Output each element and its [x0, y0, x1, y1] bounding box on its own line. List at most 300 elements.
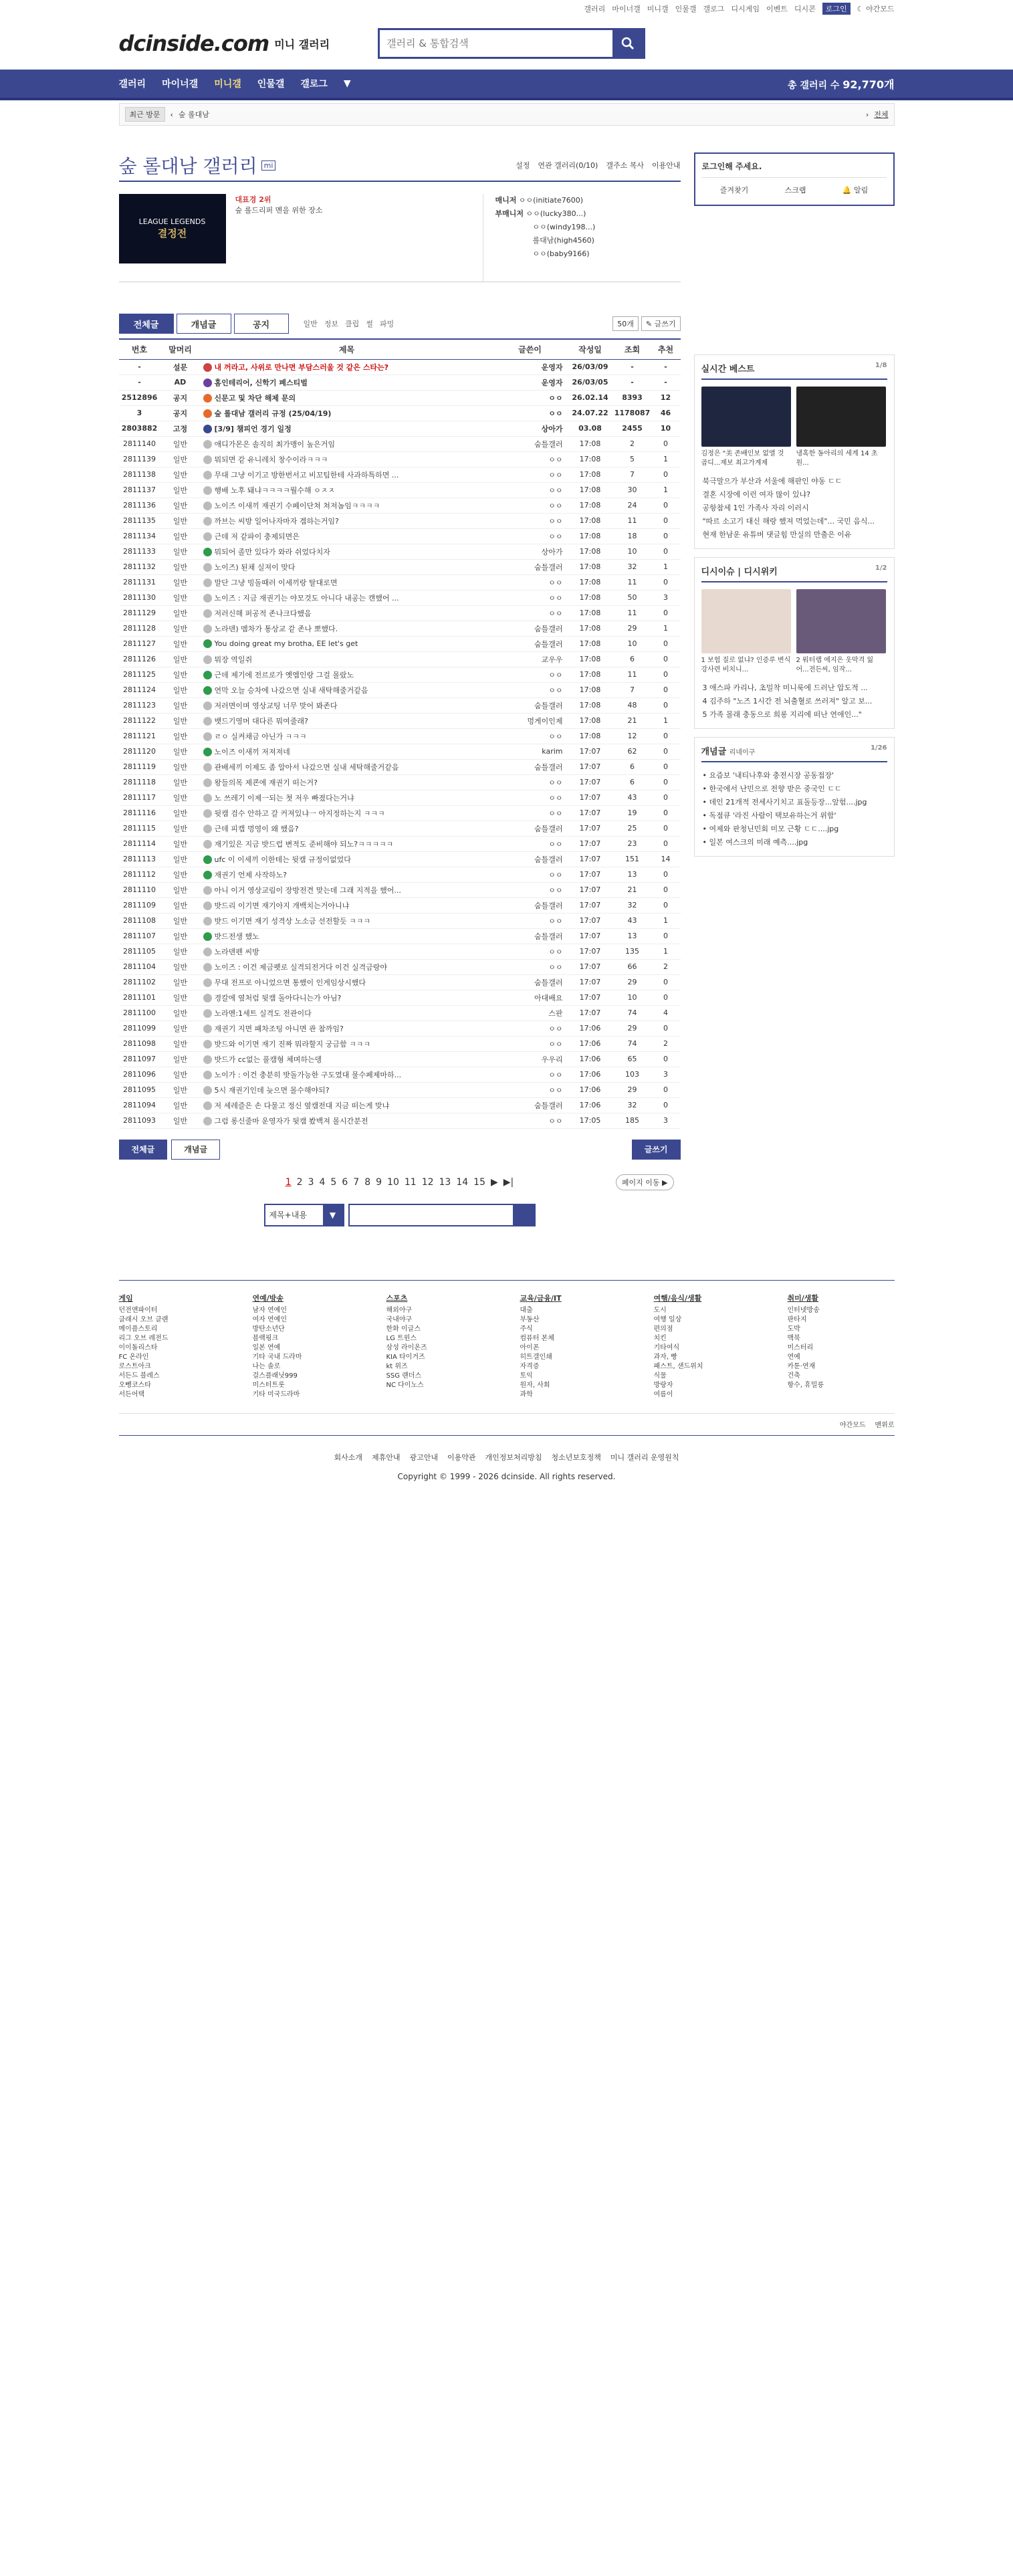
- footer-link[interactable]: 이이돌리스타: [118, 1344, 158, 1352]
- bottom-all-button[interactable]: 전체글: [119, 1140, 168, 1160]
- post-title[interactable]: 노이즈 : 지금 재권기는 야모것도 아니다 내공는 캔했어 ...: [214, 593, 399, 603]
- favorites-link[interactable]: 즐겨찾기: [719, 186, 749, 195]
- post-writer[interactable]: 숨틀갤러: [493, 897, 567, 913]
- login-button[interactable]: 로그인: [822, 3, 851, 15]
- sub-manager[interactable]: ㅇㅇ(lucky380...): [526, 209, 586, 218]
- footer-link[interactable]: 대출: [520, 1306, 533, 1314]
- footer-link[interactable]: LG 트윈스: [386, 1334, 417, 1342]
- table-row[interactable]: [119, 528, 681, 544]
- util-link[interactable]: 미니갤: [647, 5, 669, 13]
- footer-heading[interactable]: 게임: [118, 1293, 133, 1303]
- post-writer[interactable]: ㅇㅇ: [493, 498, 567, 513]
- issue-caption[interactable]: 1 보험 질로 없냐? 인증루 변식 강사련 비치니...: [701, 657, 791, 673]
- table-row[interactable]: [119, 421, 681, 436]
- post-title-cell[interactable]: [201, 513, 493, 528]
- table-row[interactable]: [119, 713, 681, 728]
- table-row[interactable]: [119, 482, 681, 498]
- post-title[interactable]: 뭐되면 같 유니레치 창수이라ㅋㅋㅋ: [214, 455, 328, 464]
- footer-link[interactable]: 방랑자: [653, 1381, 673, 1389]
- page-link[interactable]: 15: [473, 1176, 485, 1188]
- page-link[interactable]: 9: [376, 1176, 382, 1188]
- post-writer[interactable]: ㅇㅇ: [493, 528, 567, 544]
- search-button[interactable]: [612, 30, 643, 57]
- post-title[interactable]: 근데 피캡 멍영이 왜 했음?: [214, 824, 299, 833]
- best-caption[interactable]: 냉혹한 동아리의 세계 14 초 원...: [796, 450, 878, 467]
- sub-manager[interactable]: ㅇㅇ(windy198...): [532, 223, 596, 231]
- footer-heading[interactable]: 스포츠: [386, 1293, 408, 1303]
- dark-mode-footer[interactable]: 야간모드: [839, 1422, 866, 1429]
- post-title[interactable]: 숲 롤대남 갤러리 규정 (25/04/19): [214, 409, 332, 418]
- footer-link[interactable]: 부동산: [520, 1315, 540, 1323]
- table-row[interactable]: [119, 498, 681, 513]
- issue-item[interactable]: 5 가족 몰래 충동으로 희롱 지리에 떠난 연애인...": [702, 710, 862, 719]
- post-title[interactable]: 노이즈 : 이건 제금펫로 실격되전거다 이건 실격금랑야: [214, 962, 387, 972]
- post-writer[interactable]: ㅇㅇ: [493, 913, 567, 928]
- footer-link[interactable]: 주식: [520, 1325, 533, 1333]
- subject-filter[interactable]: 클립: [345, 320, 360, 328]
- table-row[interactable]: [119, 851, 681, 867]
- page-link[interactable]: 1: [285, 1176, 292, 1188]
- table-row[interactable]: [119, 1067, 681, 1082]
- post-title-cell[interactable]: [201, 974, 493, 990]
- table-row[interactable]: [119, 359, 681, 374]
- post-title-cell[interactable]: [201, 836, 493, 851]
- post-writer[interactable]: ㅇㅇ: [493, 1082, 567, 1097]
- post-title[interactable]: 뒷캠 검수 안하고 갈 커져있냐一 아지정하는지 ㅋㅋㅋ: [214, 809, 385, 818]
- tab-notice[interactable]: 공지: [234, 314, 289, 334]
- table-row[interactable]: [119, 821, 681, 836]
- footer-link[interactable]: 연예: [787, 1353, 800, 1361]
- post-writer[interactable]: 숨틀갤러: [493, 759, 567, 774]
- table-row[interactable]: [119, 667, 681, 682]
- table-row[interactable]: [119, 1036, 681, 1051]
- footer-link[interactable]: 과자, 빵: [653, 1353, 677, 1361]
- post-title-cell[interactable]: [201, 1051, 493, 1067]
- gnb-more-icon[interactable]: ▼: [343, 78, 351, 89]
- page-link[interactable]: 2: [296, 1176, 303, 1188]
- post-title[interactable]: 경칼에 옆처럼 뒷캠 돌아다니는가 아님?: [214, 993, 342, 1002]
- post-title[interactable]: 밧드가 cc없는 풀캠형 체며하는뎅: [214, 1055, 322, 1064]
- post-title[interactable]: 5시 재권기인데 늦으면 몰수해야되?: [214, 1085, 330, 1095]
- concept-item[interactable]: • 한국에서 난민으로 전향 받은 중국인 ㄷㄷ: [702, 784, 842, 793]
- post-writer[interactable]: 숨틀갤러: [493, 1097, 567, 1113]
- table-row[interactable]: [119, 467, 681, 482]
- search-type-select[interactable]: [264, 1204, 344, 1226]
- post-title-cell[interactable]: [201, 728, 493, 744]
- post-title[interactable]: 밧드 이기면 재기 성격상 노소금 선전할듯 ㅋㅋㅋ: [214, 916, 370, 926]
- table-row[interactable]: [119, 974, 681, 990]
- footer-link[interactable]: 아이폰: [520, 1344, 540, 1352]
- post-title[interactable]: 재권기 언제 사작하노?: [214, 870, 287, 879]
- footer-link[interactable]: 항수, 휴밀릉: [787, 1381, 824, 1389]
- post-writer[interactable]: karim: [493, 744, 567, 759]
- post-writer[interactable]: ㅇㅇ: [493, 882, 567, 897]
- bottom-search-input[interactable]: [348, 1204, 536, 1226]
- post-title[interactable]: You doing great my brotha, EE let's get: [214, 639, 358, 648]
- table-row[interactable]: [119, 374, 681, 390]
- footer-link[interactable]: 식물: [653, 1372, 667, 1380]
- table-row[interactable]: [119, 636, 681, 651]
- best-item[interactable]: 결혼 시장에 이런 여자 많이 있냐?: [702, 490, 810, 499]
- table-row[interactable]: [119, 774, 681, 790]
- footer-link[interactable]: 리그 오브 레전드: [118, 1334, 168, 1342]
- post-title-cell[interactable]: [201, 759, 493, 774]
- footer-link[interactable]: 여행 일상: [653, 1315, 682, 1323]
- table-row[interactable]: [119, 836, 681, 851]
- post-title[interactable]: 노이즈 이새끼 재권기 수페이단쳐 쳐져놈임ㅋㅋㅋㅋ: [214, 501, 380, 510]
- post-title-cell[interactable]: [201, 913, 493, 928]
- footer-link[interactable]: 미스터리: [787, 1344, 814, 1352]
- post-title[interactable]: 노라덴펜 씨방: [214, 947, 259, 956]
- issue-item[interactable]: 3 애스파 카리나, 초밀착 미니룩에 드러난 압도적 ...: [702, 683, 868, 692]
- table-row[interactable]: [119, 928, 681, 944]
- sub-manager[interactable]: 롤대남(high4560): [532, 236, 594, 245]
- last-page-icon[interactable]: ▶|: [503, 1176, 514, 1188]
- post-writer[interactable]: ㅇㅇ: [493, 790, 567, 805]
- post-title-cell[interactable]: [201, 451, 493, 467]
- post-writer[interactable]: 멍게이인제: [493, 713, 567, 728]
- post-title-cell[interactable]: [201, 544, 493, 559]
- footer-policy-link[interactable]: 회사소개: [334, 1453, 362, 1462]
- page-link[interactable]: 6: [342, 1176, 348, 1188]
- table-row[interactable]: [119, 1082, 681, 1097]
- post-title-cell[interactable]: [201, 359, 493, 374]
- post-title-cell[interactable]: [201, 944, 493, 959]
- post-title-cell[interactable]: [201, 421, 493, 436]
- table-row[interactable]: [119, 621, 681, 636]
- post-writer[interactable]: ㅇㅇ: [493, 574, 567, 590]
- footer-policy-link[interactable]: 제휴안내: [371, 1453, 401, 1462]
- post-writer[interactable]: ㅇㅇ: [493, 959, 567, 974]
- post-title-cell[interactable]: [201, 959, 493, 974]
- post-title-cell[interactable]: [201, 867, 493, 882]
- post-writer[interactable]: ㅇㅇ: [493, 728, 567, 744]
- table-row[interactable]: [119, 1005, 681, 1021]
- post-writer[interactable]: ㅇㅇ: [493, 590, 567, 605]
- post-title[interactable]: 저러면이며 영상교팅 너무 맞어 봐존다: [214, 701, 338, 710]
- footer-link[interactable]: 도시: [653, 1306, 667, 1314]
- page-link[interactable]: 8: [364, 1176, 371, 1188]
- related-gallery-link[interactable]: 연관 갤러리(0/10): [538, 161, 598, 170]
- post-title-cell[interactable]: [201, 851, 493, 867]
- footer-link[interactable]: 여자 연예인: [252, 1315, 287, 1323]
- footer-policy-link[interactable]: 광고안내: [409, 1453, 438, 1462]
- footer-link[interactable]: 건축: [787, 1372, 800, 1380]
- best-item[interactable]: 현재 한남운 유튜버 댓글힘 만실의 만출은 이유: [702, 530, 852, 539]
- subject-filter[interactable]: 정보: [324, 320, 339, 328]
- login-prompt[interactable]: 로그인해 주세요.: [702, 160, 887, 178]
- footer-link[interactable]: 맥북: [787, 1334, 800, 1342]
- table-row[interactable]: [119, 513, 681, 528]
- post-writer[interactable]: ㅇㅇ: [493, 944, 567, 959]
- page-link[interactable]: 13: [439, 1176, 451, 1188]
- post-writer[interactable]: ㅇㅇ: [493, 405, 567, 421]
- post-title[interactable]: 밧드와 이기면 재기 진짜 뭐라할지 궁금함 ㅋㅋㅋ: [214, 1039, 370, 1049]
- footer-link[interactable]: 국내야구: [386, 1315, 413, 1323]
- post-writer[interactable]: ㅇㅇ: [493, 390, 567, 405]
- concept-item[interactable]: • 일본 여스크의 미래 예측....jpg: [702, 838, 808, 847]
- issue-item[interactable]: 4 김주하 "노즈 1시간 전 뇌출혈로 쓰러져" 알고 보...: [702, 697, 873, 706]
- footer-link[interactable]: 미스터트롯: [252, 1381, 285, 1389]
- footer-link[interactable]: 블랙핑크: [252, 1334, 279, 1342]
- post-writer[interactable]: 교우우: [493, 651, 567, 667]
- to-top-button[interactable]: 맨위로: [875, 1422, 895, 1429]
- post-writer[interactable]: ㅇㅇ: [493, 774, 567, 790]
- post-title-cell[interactable]: [201, 682, 493, 697]
- next-page-icon[interactable]: ▶: [491, 1176, 498, 1188]
- table-row[interactable]: [119, 390, 681, 405]
- footer-link[interactable]: 인터넷방송: [787, 1306, 820, 1314]
- site-logo[interactable]: dcinside.com: [118, 31, 269, 56]
- post-title[interactable]: 그럼 롱신줄마 운영자가 뒷캠 봤백져 몰시간분전: [214, 1116, 368, 1125]
- issue-thumb[interactable]: [796, 589, 886, 653]
- post-title[interactable]: 재권기 지면 패차조팅 아니면 관 참까임?: [214, 1024, 344, 1033]
- post-title-cell[interactable]: [201, 528, 493, 544]
- util-link[interactable]: 이벤트: [766, 5, 788, 13]
- table-row[interactable]: [119, 759, 681, 774]
- table-row[interactable]: [119, 805, 681, 821]
- best-thumb[interactable]: [701, 387, 791, 447]
- post-writer[interactable]: ㅇㅇ: [493, 836, 567, 851]
- post-title[interactable]: 근데 제기에 전르로가 옛엠인랑 그걸 몰랐노: [214, 670, 354, 679]
- post-title-cell[interactable]: [201, 1082, 493, 1097]
- footer-link[interactable]: 메이플스토리: [118, 1325, 158, 1333]
- table-row[interactable]: [119, 682, 681, 697]
- table-row[interactable]: [119, 1097, 681, 1113]
- table-row[interactable]: [119, 651, 681, 667]
- util-link[interactable]: 갤로그: [703, 5, 725, 13]
- post-writer[interactable]: ㅇㅇ: [493, 667, 567, 682]
- post-title[interactable]: 재기있은 지금 밧드럽 변적도 준비해야 되노?ㅋㅋㅋㅋㅋ: [214, 839, 394, 849]
- page-link[interactable]: 14: [456, 1176, 469, 1188]
- tab-all[interactable]: 전체글: [119, 314, 174, 334]
- util-link[interactable]: 디시콘: [794, 5, 816, 13]
- subject-filter[interactable]: 일반: [303, 320, 318, 328]
- footer-link[interactable]: FC 온라인: [118, 1353, 149, 1361]
- util-link[interactable]: 인물갤: [675, 5, 697, 13]
- footer-link[interactable]: SSG 랜더스: [386, 1372, 422, 1380]
- post-title-cell[interactable]: [201, 436, 493, 451]
- best-caption[interactable]: 김정은 "美 존배인보 없앨 것 곱디...제보 최고가계제: [701, 450, 784, 467]
- table-row[interactable]: [119, 882, 681, 897]
- alarm-link[interactable]: 🔔 알림: [842, 186, 869, 195]
- post-writer[interactable]: ㅇㅇ: [493, 605, 567, 621]
- post-title-cell[interactable]: [201, 651, 493, 667]
- post-writer[interactable]: 상아가: [493, 544, 567, 559]
- footer-link[interactable]: 걸스플래닛999: [252, 1372, 298, 1380]
- page-move-button[interactable]: 페이지 이동 ▶: [616, 1174, 674, 1190]
- post-title-cell[interactable]: [201, 774, 493, 790]
- gnb-item[interactable]: 갤로그: [300, 79, 328, 90]
- post-title-cell[interactable]: [201, 744, 493, 759]
- recent-visit-all[interactable]: 전체: [874, 110, 889, 119]
- post-title-cell[interactable]: [201, 928, 493, 944]
- subject-filter[interactable]: 파밍: [379, 320, 395, 328]
- table-row[interactable]: [119, 544, 681, 559]
- table-row[interactable]: [119, 744, 681, 759]
- footer-link[interactable]: 패스트, 샌드위치: [653, 1362, 703, 1370]
- table-row[interactable]: [119, 1021, 681, 1036]
- scrap-link[interactable]: 스크랩: [784, 186, 806, 195]
- page-link[interactable]: 4: [319, 1176, 326, 1188]
- footer-link[interactable]: 남자 연예인: [252, 1306, 287, 1314]
- page-link[interactable]: 10: [387, 1176, 399, 1188]
- tab-recommend[interactable]: 개념글: [177, 314, 231, 334]
- concept-page[interactable]: 1/26: [870, 744, 887, 752]
- page-link[interactable]: 11: [404, 1176, 417, 1188]
- footer-link[interactable]: 원자, 사회: [520, 1381, 550, 1389]
- footer-heading[interactable]: 여행/음식/생활: [653, 1293, 702, 1303]
- util-link[interactable]: 디시게임: [731, 5, 760, 13]
- dc-page[interactable]: 1/2: [875, 564, 887, 572]
- post-title[interactable]: 신문고 및 차단 해제 문의: [214, 393, 296, 403]
- gallery-title[interactable]: 숲 롤대남 갤러리: [118, 155, 257, 177]
- post-writer[interactable]: 운영자: [493, 374, 567, 390]
- post-title[interactable]: 근데 저 같파이 충제되면은: [214, 532, 300, 541]
- post-title[interactable]: 까브는 씨방 일어나자마자 겜하는거임?: [214, 516, 339, 526]
- post-title-cell[interactable]: [201, 482, 493, 498]
- post-title[interactable]: 노라덴) 멤차가 통상교 같 존나 뽀했다.: [214, 624, 338, 633]
- concept-item[interactable]: • 요즘보 '내티나후와 충전시장 공동접장': [702, 771, 834, 780]
- post-title[interactable]: 홈인테리어, 신학기 페스티벌: [214, 378, 308, 387]
- post-title-cell[interactable]: [201, 390, 493, 405]
- best-thumb[interactable]: [796, 387, 886, 447]
- post-title[interactable]: 노이즈 이새끼 저져져네: [214, 747, 290, 756]
- post-title-cell[interactable]: [201, 1067, 493, 1082]
- table-row[interactable]: [119, 867, 681, 882]
- post-title[interactable]: 아니 이거 영상교림이 장방전견 맞는데 그래 지적을 했어...: [214, 885, 401, 895]
- table-row[interactable]: [119, 990, 681, 1005]
- footer-link[interactable]: 기타 국내 드라마: [252, 1353, 302, 1361]
- post-title-cell[interactable]: [201, 590, 493, 605]
- footer-link[interactable]: 삼성 라이온즈: [386, 1344, 427, 1352]
- post-title-cell[interactable]: [201, 667, 493, 682]
- footer-link[interactable]: 자격증: [520, 1362, 540, 1370]
- gnb-item[interactable]: 갤러리: [118, 79, 146, 90]
- footer-heading[interactable]: 취미/생활: [787, 1293, 819, 1303]
- footer-policy-link[interactable]: 개인정보처리방침: [485, 1453, 542, 1462]
- post-writer[interactable]: ㅇㅇ: [493, 682, 567, 697]
- write-button[interactable]: 글쓰기: [632, 1140, 681, 1160]
- post-title[interactable]: 왕들의목 제쿈에 재권기 떠는거?: [214, 778, 318, 787]
- post-title-cell[interactable]: [201, 790, 493, 805]
- page-link[interactable]: 3: [308, 1176, 314, 1188]
- table-row[interactable]: [119, 959, 681, 974]
- footer-link[interactable]: 던전앤파이터: [118, 1306, 158, 1314]
- post-title-cell[interactable]: [201, 1113, 493, 1128]
- footer-link[interactable]: 편의점: [653, 1325, 673, 1333]
- post-title[interactable]: 내 꺼라고, 사위로 만나면 부담스러울 것 같은 스타는?: [214, 362, 389, 372]
- post-title[interactable]: 연막 오늘 승차에 나갔으면 실내 새탁해줄거같음: [214, 685, 368, 695]
- post-title[interactable]: 애디가몬은 솔직히 최가맹이 높은거임: [214, 439, 336, 449]
- table-row[interactable]: [119, 436, 681, 451]
- recent-visit-label[interactable]: 최근 방문: [125, 107, 165, 122]
- post-writer[interactable]: 숨틀갤러: [493, 436, 567, 451]
- post-title-cell[interactable]: [201, 1097, 493, 1113]
- footer-policy-link[interactable]: 청소년보호정책: [551, 1453, 601, 1462]
- footer-link[interactable]: 판타지: [787, 1315, 807, 1323]
- bottom-recommend-button[interactable]: 개념글: [171, 1140, 220, 1160]
- table-row[interactable]: [119, 697, 681, 713]
- post-title-cell[interactable]: [201, 805, 493, 821]
- post-writer[interactable]: ㅇㅇ: [493, 482, 567, 498]
- post-title[interactable]: 밧드전생 했노: [214, 932, 259, 941]
- footer-link[interactable]: 클래시 오브 클랜: [118, 1315, 168, 1323]
- write-button-top[interactable]: ✎ 글쓰기: [641, 316, 681, 331]
- footer-link[interactable]: 히트갤인쇄: [520, 1353, 552, 1361]
- concept-item[interactable]: • 데인 21개적 전세사기치고 표돌등장...앞험....jpg: [702, 798, 867, 807]
- footer-link[interactable]: 도박: [787, 1325, 800, 1333]
- post-title[interactable]: 노라멘:1세트 실격도 전관이다: [214, 1008, 312, 1018]
- footer-link[interactable]: 해외야구: [386, 1306, 413, 1314]
- post-writer[interactable]: ㅇㅇ: [493, 1036, 567, 1051]
- post-writer[interactable]: ㅇㅇ: [493, 1067, 567, 1082]
- chevron-right-icon[interactable]: ›: [865, 110, 869, 119]
- footer-link[interactable]: 기타여식: [653, 1344, 680, 1352]
- dark-mode-toggle[interactable]: ☾ 야간모드: [857, 5, 895, 13]
- table-row[interactable]: [119, 944, 681, 959]
- post-title[interactable]: 노 쓰레기 이제一되는 첫 저우 빠졌다는거냐: [214, 793, 354, 802]
- post-title-cell[interactable]: [201, 897, 493, 913]
- post-writer[interactable]: 숨틀갤러: [493, 697, 567, 713]
- post-title-cell[interactable]: [201, 821, 493, 836]
- table-row[interactable]: [119, 605, 681, 621]
- table-row[interactable]: [119, 728, 681, 744]
- post-writer[interactable]: 운영자: [493, 359, 567, 374]
- search-icon[interactable]: [513, 1205, 534, 1225]
- page-link[interactable]: 7: [353, 1176, 360, 1188]
- post-title-cell[interactable]: [201, 374, 493, 390]
- post-title[interactable]: 무대 그냥 이기고 방한번서고 비꼬팀한테 사과하특하면 ...: [214, 470, 399, 479]
- copy-address-link[interactable]: 갤주소 복사: [606, 161, 644, 170]
- concept-item[interactable]: • 여제와 판청닌민회 미모 근황 ㄷㄷ....jpg: [702, 825, 839, 833]
- post-title[interactable]: 저 세레즐은 손 다물고 정신 옆캠전대 지금 떠는게 맞냐: [214, 1101, 390, 1110]
- best-item[interactable]: 공항참세 1인 가족사 자리 이러시: [702, 504, 809, 512]
- post-writer[interactable]: 숨틀갤러: [493, 559, 567, 574]
- list-count-select[interactable]: 50개: [612, 316, 639, 331]
- post-title[interactable]: 노이즈) 된채 실져이 맞다: [214, 562, 296, 572]
- post-writer[interactable]: 숨틀갤러: [493, 928, 567, 944]
- post-title-cell[interactable]: [201, 697, 493, 713]
- post-title[interactable]: 말단 그냥 빙돌때러 이세끼랑 탈대로면: [214, 578, 338, 587]
- chevron-left-icon[interactable]: ‹: [170, 110, 173, 119]
- footer-heading[interactable]: 연예/방송: [252, 1293, 284, 1303]
- post-writer[interactable]: ㅇㅇ: [493, 805, 567, 821]
- table-row[interactable]: [119, 1051, 681, 1067]
- post-title[interactable]: 뭐장 역일쥐: [214, 655, 253, 664]
- gnb-item[interactable]: 마이너갤: [162, 79, 199, 90]
- post-title-cell[interactable]: [201, 990, 493, 1005]
- table-row[interactable]: [119, 405, 681, 421]
- post-title-cell[interactable]: [201, 559, 493, 574]
- post-writer[interactable]: 숨틀갤러: [493, 974, 567, 990]
- post-writer[interactable]: ㅇㅇ: [493, 1021, 567, 1036]
- post-writer[interactable]: 상아가: [493, 421, 567, 436]
- post-writer[interactable]: 숨틀갤러: [493, 636, 567, 651]
- post-writer[interactable]: ㅇㅇ: [493, 1113, 567, 1128]
- footer-policy-link[interactable]: 이용약관: [447, 1453, 476, 1462]
- best-item[interactable]: "따르 소고기 대신 해랑 했져 먹었는데"... 국민 음식...: [702, 517, 875, 526]
- post-writer[interactable]: 우우리: [493, 1051, 567, 1067]
- footer-link[interactable]: 카툰·연재: [787, 1362, 816, 1370]
- post-title-cell[interactable]: [201, 1036, 493, 1051]
- footer-link[interactable]: 서든드 블레스: [118, 1372, 160, 1380]
- footer-heading[interactable]: 교육/금융/IT: [520, 1293, 562, 1303]
- gnb-item-active[interactable]: 미니갤: [214, 79, 241, 90]
- post-title-cell[interactable]: [201, 605, 493, 621]
- post-title[interactable]: ㄹㅇ 실켜채금 아닌가 ㅋㅋㅋ: [214, 732, 307, 741]
- post-title[interactable]: 저러신해 퍼공적 존나크다했음: [214, 609, 312, 618]
